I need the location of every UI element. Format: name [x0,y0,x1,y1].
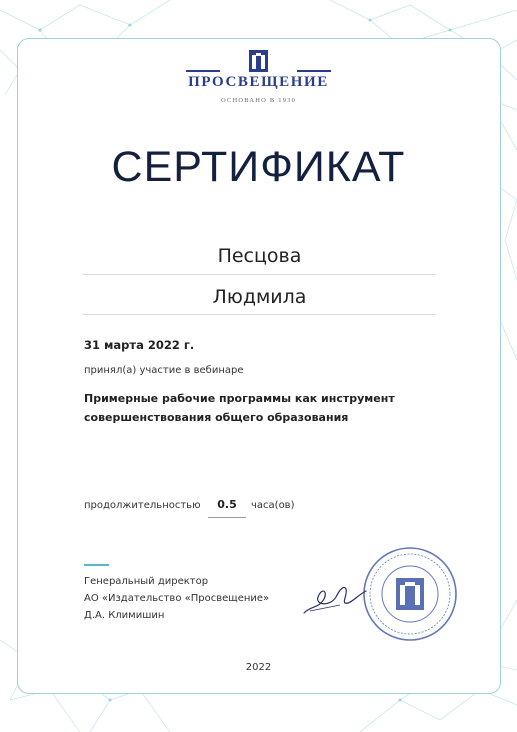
accent-bar [84,564,109,566]
logo-rule-right [297,70,331,72]
webinar-title-line: Примерные рабочие программы как инструмент [84,392,395,405]
seal-stamp-icon [360,544,460,644]
recipient-surname: Песцова [217,245,302,267]
event-date: 31 марта 2022 г. [84,338,195,352]
logo-rule-left [186,70,220,72]
certificate-title: СЕРТИФИКАТ [111,143,406,191]
duration-label: продолжительностью [84,500,201,511]
duration-value: 0.5 [217,498,237,511]
webinar-title-line: совершенствования общего образования [84,411,349,424]
handwritten-signature [300,575,370,620]
signatory-name: Д.А. Климишин [84,610,165,621]
signatory-position: Генеральный директор [84,576,209,587]
recipient-given-name: Людмила [212,286,307,308]
signatory-organization: АО «Издательство «Просвещение» [84,593,270,604]
duration-rule [208,517,246,518]
given-name-rule [83,314,436,315]
prosveshchenie-logo-icon [249,50,268,72]
logo-subtitle: ОСНОВАНО В 1930 [220,97,297,104]
duration-unit: часа(ов) [251,500,295,511]
webinar-title [84,389,444,427]
logo-name: ПРОСВЕЩЕНИЕ [188,74,329,90]
surname-rule [83,274,436,275]
participation-text: принял(а) участие в вебинаре [84,365,244,376]
certificate-year: 2022 [245,662,272,673]
